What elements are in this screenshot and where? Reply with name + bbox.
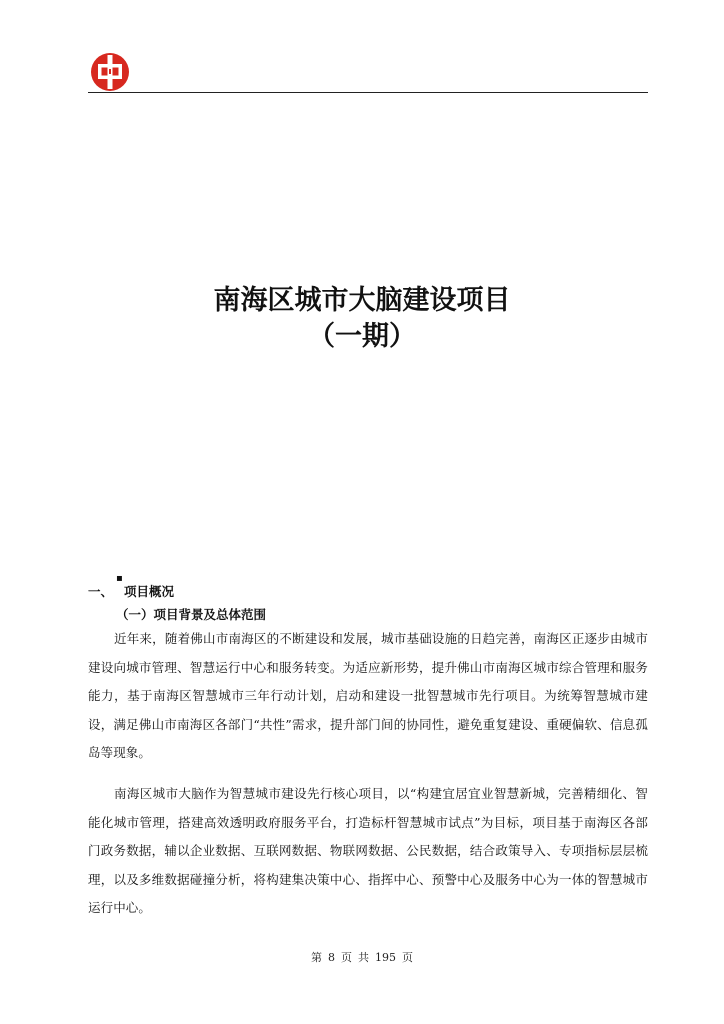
header-rule	[88, 92, 648, 93]
document-title	[0, 283, 724, 355]
body-paragraph: 近年来，随着佛山市南海区的不断建设和发展，城市基础设施的日趋完善，南海区正逐步由城市建设向城市管理、智慧运行中心和服务转变。为适应新形势，提升佛山市南海区城市综合管理和服务能力，基于南海区智慧城市三年行动计划，启动和建设一批智慧城市先行项目。为统筹智慧城市建设，满足佛山市南海区各部门“共性”需求，提升部门间的协同性，避免重复建设、重硬偏软、信息孤岛等现象。	[88, 631, 648, 760]
section-number: 一、	[88, 584, 114, 599]
title-line-2: （一期）	[308, 321, 416, 352]
page-number: 8	[328, 951, 335, 964]
section-heading	[88, 583, 174, 601]
footer-prefix: 第	[311, 951, 322, 964]
section-title: 项目概况	[124, 584, 175, 599]
footer-suffix: 页	[402, 951, 413, 964]
body-paragraph: 南海区城市大脑作为智慧城市建设先行核心项目，以“构建宜居宜业智慧新城，完善精细化、智能化城市管理，搭建高效透明政府服务平台，打造标杆智慧城市试点”为目标，项目基于南海区各部门政务数据，辅以企业数据、互联网数据、物联网数据、公民数据，结合政策导入、专项指标层层梳理，以及多维数据碰撞分析，将构建集决策中心、指挥中心、预警中心及服务中心为一体的智慧城市运行中心。	[88, 786, 648, 915]
section-bullet: ▪	[116, 573, 123, 584]
footer-total-label: 共	[358, 951, 369, 964]
bank-logo-icon	[90, 52, 130, 92]
page-footer	[0, 951, 724, 965]
footer-middle: 页	[341, 951, 352, 964]
subsection-heading: （一）项目背景及总体范围	[116, 607, 267, 622]
total-pages: 195	[375, 951, 396, 964]
title-line-1: 南海区城市大脑建设项目	[213, 285, 511, 316]
